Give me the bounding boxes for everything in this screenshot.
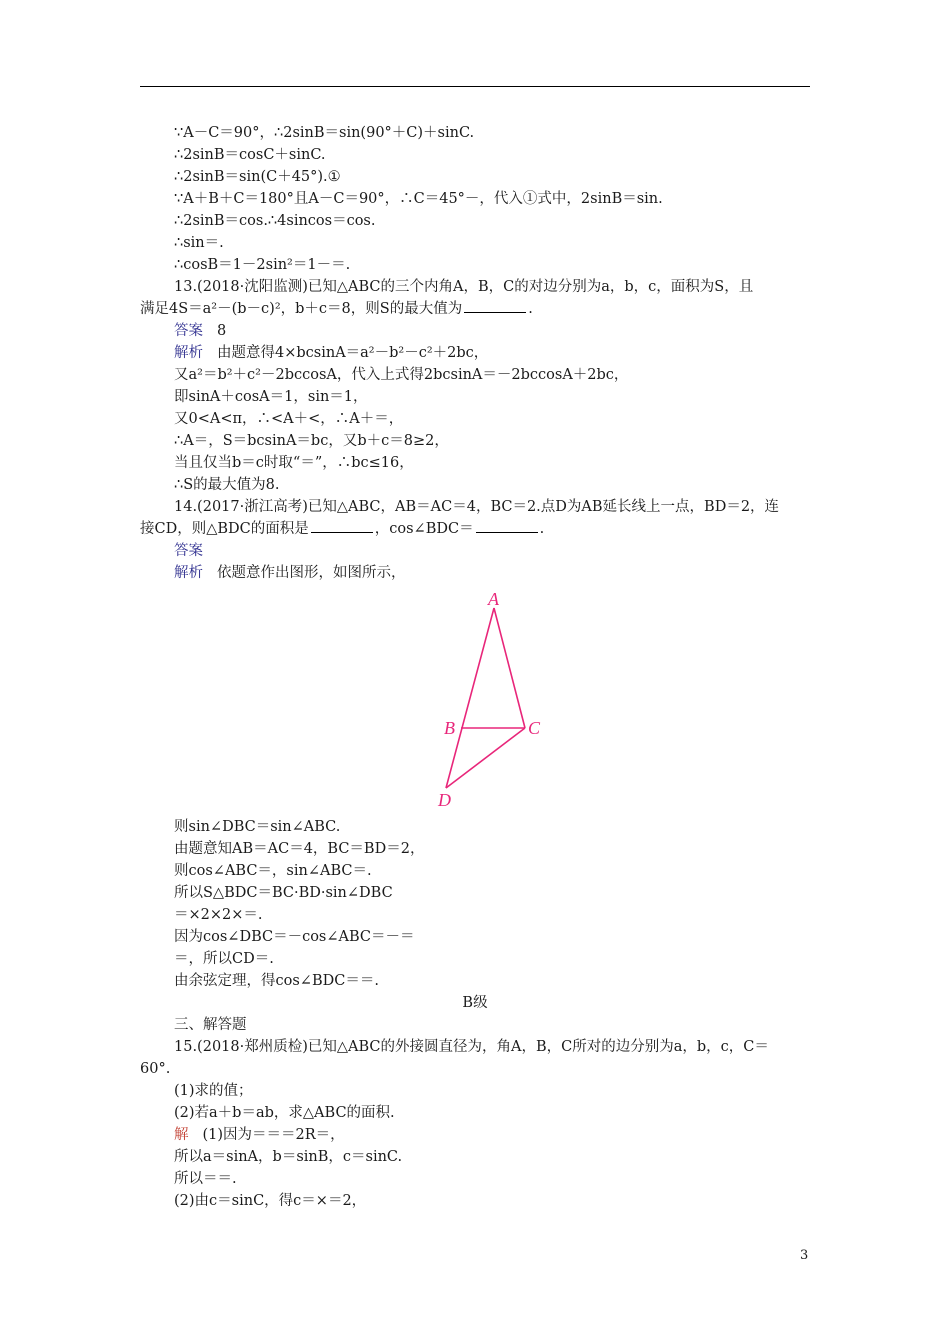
text-line: 由题意知AB＝AC＝4，BC＝BD＝2， bbox=[174, 841, 425, 857]
solution-label: 解 bbox=[174, 1127, 189, 1143]
answer-blank bbox=[476, 520, 538, 533]
text-line: 又0<A<π，∴<A＋<，∴A＋＝， bbox=[174, 411, 404, 427]
text-line: ∵A＋B＋C＝180°且A－C＝90°，∴C＝45°－，代入①式中，2sinB＝sin. bbox=[174, 191, 663, 207]
answer-line bbox=[174, 322, 226, 340]
text-line: 又a²＝b²＋c²－2bccosA，代入上式得2bcsinA＝－2bccosA＋2bc， bbox=[174, 367, 629, 383]
solution-text: (1)因为＝＝＝2R＝， bbox=[202, 1127, 345, 1143]
question-15-part1: (1)求的值； bbox=[174, 1083, 253, 1099]
triangle-figure bbox=[430, 580, 554, 812]
answer-blank bbox=[311, 520, 373, 533]
answer-label: 答案 bbox=[174, 543, 203, 559]
vertex-label-a: A bbox=[488, 589, 499, 609]
text-line: 即sinA＋cosA＝1，sin＝1， bbox=[174, 389, 368, 405]
segment-cd bbox=[446, 728, 525, 788]
text-line: ∴A＝，S＝bcsinA＝bc，又b＋c＝8≥2， bbox=[174, 433, 449, 449]
section-type-heading: 三、解答题 bbox=[174, 1017, 247, 1033]
text-line: 所以S△BDC＝BC·BD·sin∠DBC bbox=[174, 885, 393, 901]
vertex-label-d: D bbox=[438, 790, 451, 810]
analysis-line bbox=[174, 564, 406, 582]
page-number: 3 bbox=[800, 1248, 809, 1263]
section-level-heading: B级 bbox=[462, 995, 488, 1011]
question-15-line2: 60°. bbox=[140, 1061, 171, 1077]
text-line: ∴sin＝. bbox=[174, 235, 224, 251]
question-14-text-c: . bbox=[539, 521, 545, 537]
question-13-line1: 13.(2018·沈阳监测)已知△ABC的三个内角A，B，C的对边分别为a，b，c，面积为S，且 bbox=[174, 279, 754, 295]
question-15-line1: 15.(2018·郑州质检)已知△ABC的外接圆直径为，角A，B，C所对的边分别为a，b，c，C＝ bbox=[174, 1039, 769, 1055]
text-line: 则sin∠DBC＝sin∠ABC. bbox=[174, 819, 341, 835]
text-line: ∴2sinB＝sin(C＋45°).① bbox=[174, 169, 341, 185]
answer-label: 答案 bbox=[174, 323, 203, 339]
question-14-text-a: 接CD，则△BDC的面积是 bbox=[140, 521, 309, 537]
text-line: ∵A－C＝90°，∴2sinB＝sin(90°＋C)＋sinC. bbox=[174, 125, 475, 141]
analysis-line bbox=[174, 344, 488, 362]
text-line: 则cos∠ABC＝，sin∠ABC＝. bbox=[174, 863, 372, 879]
analysis-label: 解析 bbox=[174, 345, 203, 361]
question-14-line2 bbox=[140, 520, 544, 538]
header-rule bbox=[140, 86, 810, 87]
question-14-line1: 14.(2017·浙江高考)已知△ABC，AB＝AC＝4，BC＝2.点D为AB延长线上一点，BD＝2，连 bbox=[174, 499, 780, 515]
text-line: 当且仅当b＝c时取“＝”，∴bc≤16， bbox=[174, 455, 414, 471]
vertex-label-c: C bbox=[528, 718, 541, 738]
answer-blank bbox=[464, 300, 526, 313]
text-line: (2)由c＝sinC，得c＝×＝2， bbox=[174, 1193, 367, 1209]
analysis-text: 由题意得4×bcsinA＝a²－b²－c²＋2bc， bbox=[217, 345, 489, 361]
answer-value: 8 bbox=[217, 323, 227, 339]
question-13-text: 满足4S＝a²－(b－c)²，b＋c＝8，则S的最大值为 bbox=[140, 301, 463, 317]
text-line: ∴2sinB＝cosC＋sinC. bbox=[174, 147, 326, 163]
text-line: 所以＝＝. bbox=[174, 1171, 237, 1187]
text-line: ＝×2×2×＝. bbox=[174, 907, 263, 923]
text-line: ∴cosB＝1－2sin²＝1－＝. bbox=[174, 257, 351, 273]
text-line: 由余弦定理，得cos∠BDC＝＝. bbox=[174, 973, 379, 989]
question-13-line2: 满足4S＝a²－(b－c)²，b＋c＝8，则S的最大值为 . bbox=[140, 301, 533, 317]
segment-ad bbox=[446, 608, 494, 788]
text-line: ∴2sinB＝cos.∴4sincos＝cos. bbox=[174, 213, 376, 229]
analysis-text: 依题意作出图形，如图所示， bbox=[217, 565, 406, 581]
text-line: 因为cos∠DBC＝－cos∠ABC＝－＝ bbox=[174, 929, 415, 945]
answer-line bbox=[174, 542, 203, 560]
question-15-part2: (2)若a＋b＝ab，求△ABC的面积. bbox=[174, 1105, 395, 1121]
text-line: ∴S的最大值为8. bbox=[174, 477, 280, 493]
text-line: ＝，所以CD＝. bbox=[174, 951, 274, 967]
solution-line bbox=[174, 1126, 345, 1144]
question-14-text-b: ，cos∠BDC＝ bbox=[374, 521, 474, 537]
text-line: 所以a＝sinA，b＝sinB，c＝sinC. bbox=[174, 1149, 403, 1165]
vertex-label-b: B bbox=[444, 718, 455, 738]
segment-ac bbox=[494, 608, 525, 728]
analysis-label: 解析 bbox=[174, 565, 203, 581]
